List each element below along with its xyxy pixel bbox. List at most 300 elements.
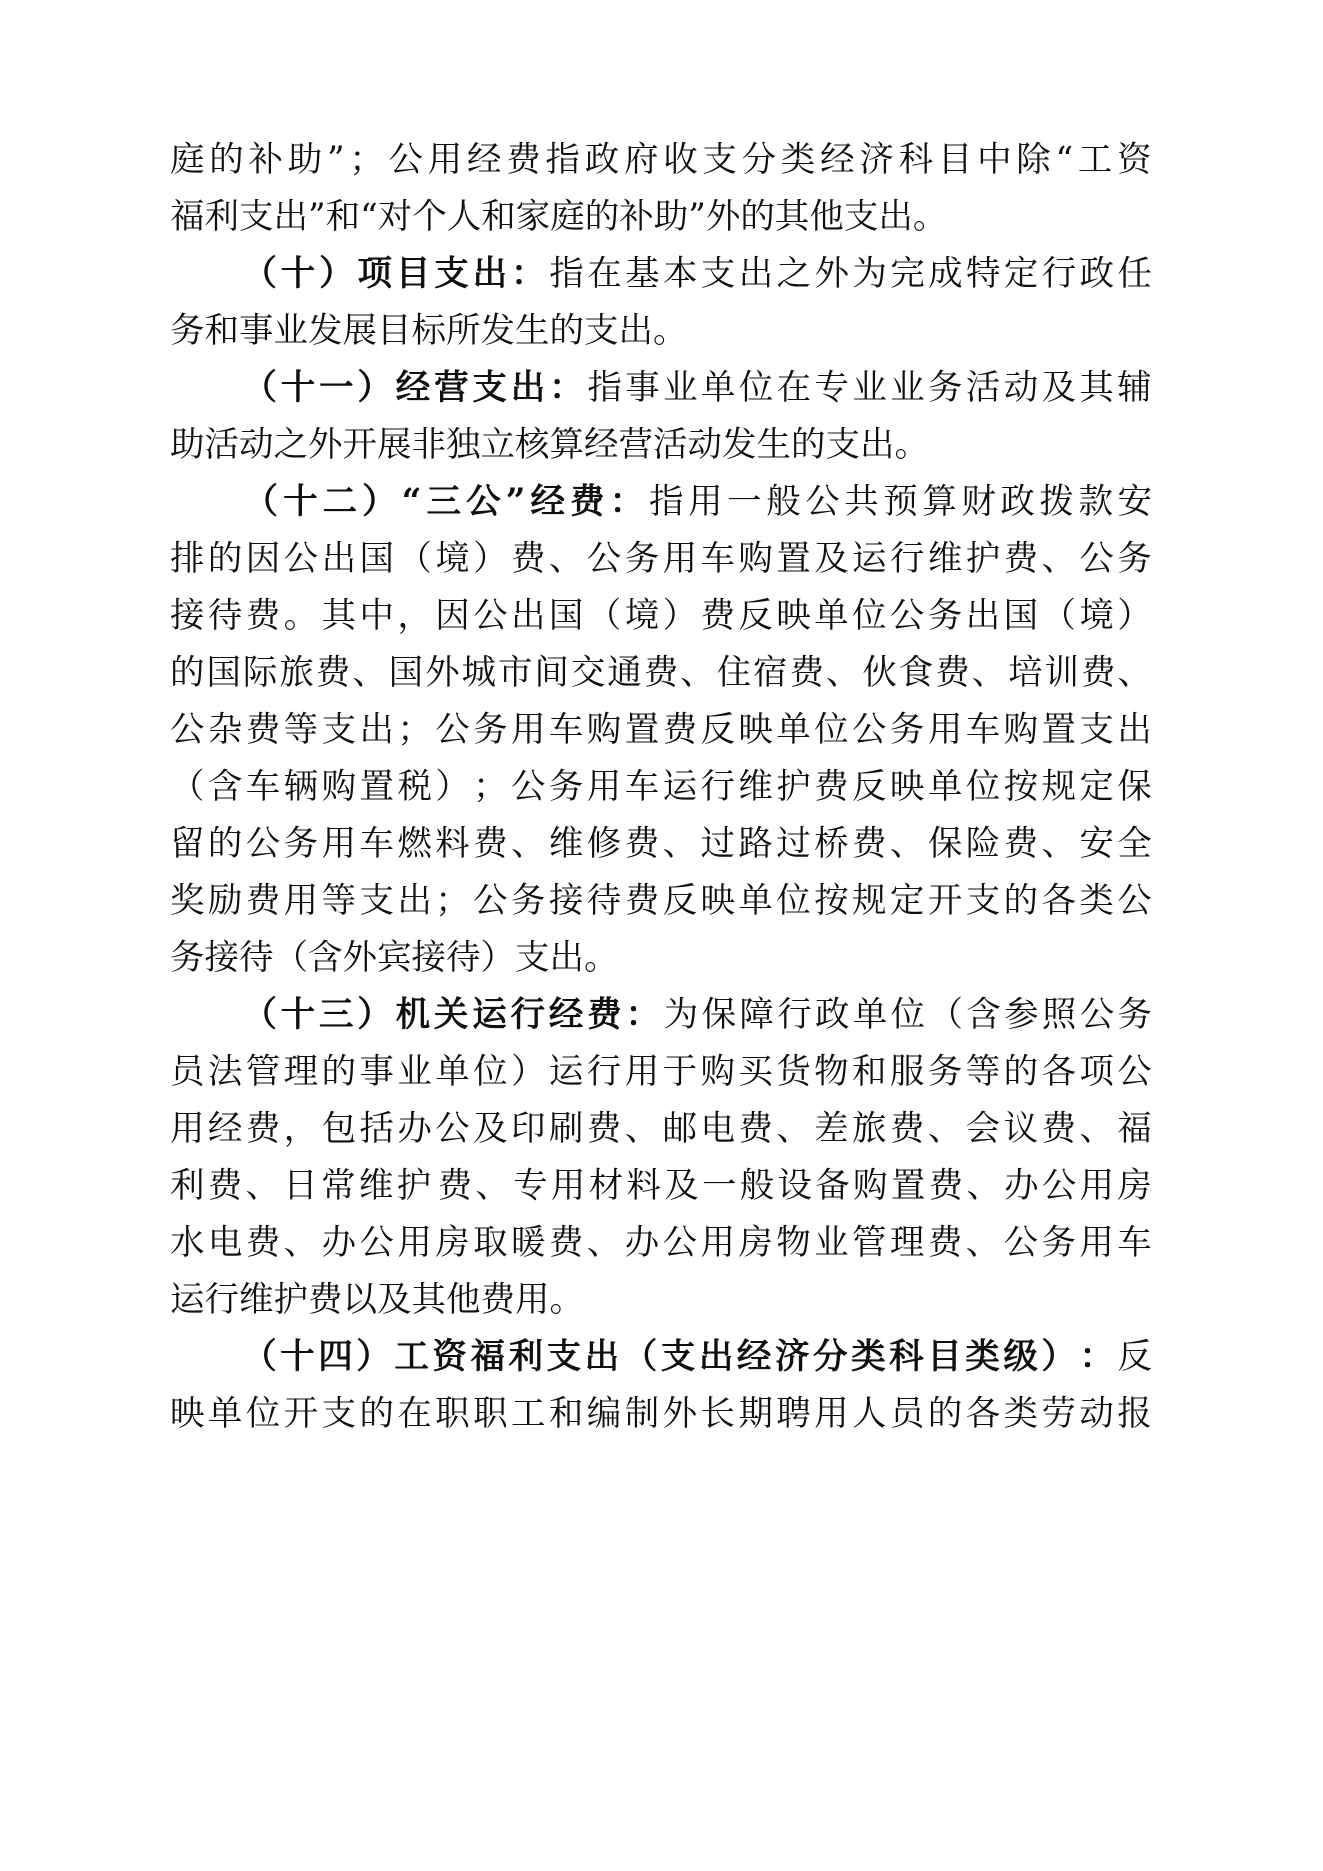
body-char: 费 [889,1109,925,1149]
body-char: 、 [971,653,1007,693]
body-char: 费 [852,824,887,864]
body-char: 管 [245,1052,281,1092]
body-char: ， [283,1109,319,1149]
body-char: 用 [688,482,723,522]
body-char: 基 [625,254,660,294]
heading-char: 十 [280,1337,316,1377]
body-char: 支 [965,881,1001,921]
body-char: 财 [961,482,996,522]
body-char: 公 [359,1223,394,1263]
body-char: 劳 [1041,1394,1076,1434]
body-char: 市 [497,653,533,693]
text-line [170,474,1152,531]
body-char: 国 [359,539,394,579]
heading-char: （ [242,254,278,294]
body-char: 务 [1041,1223,1076,1263]
heading-char: 项 [357,254,393,294]
body-char: 和 [852,1052,887,1092]
body-char: 用 [624,1052,660,1092]
body-char: 分 [741,140,777,180]
heading-char: 费 [570,482,606,522]
body-char: 算 [922,482,957,522]
heading-char: ： [609,482,645,522]
body-char: 成 [928,254,963,294]
body-char: 于 [662,1052,698,1092]
body-char: 境 [435,539,470,579]
body-char: 费 [789,653,824,693]
body-char: 指 [649,482,684,522]
body-char: 单 [738,881,773,921]
body-char: ， [397,596,432,636]
heading-char: 类 [965,1337,1001,1377]
body-char: 设 [777,1166,813,1206]
body-char: 置 [1041,710,1076,750]
heading-char: 分 [813,1337,848,1377]
body-char: 购 [321,767,357,807]
heading-char: 三 [318,995,354,1035]
heading-char: 目 [927,1337,963,1377]
first-line-indent [170,1329,239,1386]
heading-char: 济 [774,1337,810,1377]
body-char: 福 [1117,1109,1152,1149]
body-char: 反 [852,767,887,807]
body-char: 期 [738,1394,773,1434]
body-char: 务 [889,710,925,750]
body-char: 费 [814,767,849,807]
body-char: 车 [359,824,394,864]
body-char: 在 [776,368,812,408]
paragraph [170,474,1152,987]
body-char: 单 [927,767,963,807]
body-char: 长 [700,1394,735,1434]
first-line-indent [170,360,239,417]
body-char: 为 [852,254,887,294]
body-char: 及 [814,539,849,579]
body-char: 支 [321,710,357,750]
body-char: 务 [548,767,584,807]
body-char: 务 [927,1052,963,1092]
text-line [170,987,1152,1044]
body-char: 置 [359,767,394,807]
body-run: 运行维护费以及其他费用。 [170,1280,584,1320]
heading-char: 支 [472,368,508,408]
body-char: 暖 [511,1223,546,1263]
body-char: 杂 [207,710,243,750]
text-line [170,132,1152,189]
body-char: 职 [473,1394,508,1434]
body-char: 、 [662,824,698,864]
heading-char: （ [622,1337,658,1377]
text-line [170,246,1152,303]
body-char: 指 [545,140,580,180]
body-char: 日 [283,1166,318,1206]
body-char: 桥 [814,824,849,864]
body-char: 聘 [776,1394,811,1434]
body-char: 助 [287,140,323,180]
body-char: 排 [170,539,205,579]
body-char: 公 [1041,1166,1077,1206]
body-char: 其 [1079,368,1114,408]
body-char: （ [397,539,432,579]
body-char: 员 [170,1052,205,1092]
body-char: 公 [283,539,319,579]
body-char: 及 [664,1166,699,1206]
body-char: 政 [815,995,850,1035]
heading-char: 支 [660,1337,696,1377]
body-char: 任 [1117,254,1152,294]
heading-char: 三 [426,482,462,522]
body-char: 、 [1041,539,1076,579]
body-char: 各 [1041,1052,1076,1092]
body-char: 车 [965,710,1001,750]
body-char: 位 [473,1052,508,1092]
body-char: 职 [435,1394,470,1434]
body-char: 规 [852,881,887,921]
heading-char: 支 [546,1337,582,1377]
body-char: 行 [889,539,925,579]
heading-char: 科 [889,1337,925,1377]
body-char: 务 [1117,539,1152,579]
body-char: 用 [927,710,963,750]
body-char: 各 [965,1394,1001,1434]
body-char: 出 [965,596,1001,636]
body-char: 城 [461,653,496,693]
paragraph [170,1329,1152,1443]
body-char: 全 [1117,824,1152,864]
heading-char: 支 [434,254,470,294]
body-char: 用 [1079,1166,1115,1206]
body-char: ” [326,140,345,180]
document-text-block [170,132,1152,1443]
body-char: 补 [248,140,283,180]
body-char: 的 [170,653,205,693]
heading-char: 出 [472,254,508,294]
body-char: 经 [467,140,502,180]
body-char: 本 [663,254,698,294]
body-char: 公 [662,1223,698,1263]
body-char: 务 [283,824,319,864]
body-char: 含 [207,767,243,807]
body-char: 类 [780,140,816,180]
heading-char: 利 [508,1337,544,1377]
body-char: 用 [321,824,357,864]
body-char: 工 [1077,140,1113,180]
heading-char: （ [242,995,278,1035]
body-char: 旅 [279,653,314,693]
body-char: 购 [738,539,773,579]
body-char: 置 [890,1166,926,1206]
body-char: 位 [814,710,849,750]
body-char: 单 [814,596,849,636]
heading-char: ” [505,482,526,522]
body-char: 务 [1117,995,1152,1035]
body-char: 车 [245,767,281,807]
body-char: 务 [624,539,660,579]
heading-char: ） [319,254,355,294]
body-char: 费 [662,710,698,750]
first-line-indent [170,474,239,531]
body-char: 费 [624,881,660,921]
heading-char: 十 [280,995,316,1035]
body-char: 出 [359,710,394,750]
body-char: 费 [700,596,735,636]
body-char: 、 [1079,1109,1114,1149]
heading-char: ） [1041,1337,1077,1377]
body-char: 办 [321,1223,357,1263]
body-char: （ [170,767,205,807]
body-char: 员 [889,1394,925,1434]
body-char: 专 [814,368,849,408]
body-char: 物 [814,1052,849,1092]
body-char: 政 [1000,482,1035,522]
body-char: 行 [777,995,812,1035]
body-char: 公 [473,881,508,921]
body-char: 制 [624,1394,660,1434]
body-char: 公 [586,539,622,579]
heading-char: 类 [851,1337,887,1377]
body-char: 境 [624,596,660,636]
heading-char: 工 [394,1337,430,1377]
heading-char: “ [401,482,423,522]
body-char: 房 [435,1223,470,1263]
body-char: 公 [805,482,840,522]
body-char: 包 [321,1109,357,1149]
heading-char: 关 [433,995,469,1035]
body-char: ） [1117,596,1152,636]
body-char: 运 [662,767,698,807]
body-char: 训 [1044,653,1079,693]
body-char: 等 [283,710,319,750]
body-char: 买 [738,1052,773,1092]
text-line [170,1329,1152,1386]
body-char: 工 [511,1394,546,1434]
body-char: 费 [207,1166,243,1206]
body-char: 刷 [548,1109,584,1149]
body-char: 位 [776,881,811,921]
text-line [170,1044,1152,1101]
body-char: （ [1041,596,1076,636]
body-char: 用 [397,1223,432,1263]
body-char: 国 [548,596,584,636]
body-char: 议 [1003,1109,1039,1149]
body-char: 般 [766,482,801,522]
body-char: 务 [511,881,546,921]
body-char: 及 [1041,368,1077,408]
body-char: 费 [511,539,546,579]
text-line [170,588,1152,645]
body-char: 业 [814,1223,849,1263]
first-line-indent [170,987,239,1044]
body-char: 除 [1016,140,1051,180]
body-char: 按 [1003,767,1039,807]
body-char: 维 [548,824,584,864]
body-char: 在 [587,254,622,294]
body-char: 动 [1079,1394,1114,1434]
body-char: 费 [548,1223,584,1263]
body-char: 险 [965,824,1001,864]
body-char: 及 [473,1109,508,1149]
body-char: 取 [473,1223,508,1263]
body-char: ； [473,767,508,807]
body-char: 公 [1117,881,1152,921]
body-char: 车 [700,539,735,579]
body-char: 外 [662,1394,698,1434]
body-char: 支 [321,1394,357,1434]
body-char: 单 [776,710,811,750]
body-char: 收 [663,140,698,180]
body-char: 的 [321,1052,357,1092]
body-char: 位 [852,596,887,636]
body-char: 辆 [283,767,319,807]
body-char: 编 [586,1394,622,1434]
body-run: 务和事业发展目标所发生的支出。 [170,311,688,351]
body-char: 反 [700,710,735,750]
body-char: 房 [738,1223,773,1263]
body-char: 出 [1117,710,1152,750]
body-char: 动 [1003,368,1039,408]
body-char: 在 [397,1394,432,1434]
body-char: 业 [852,368,887,408]
heading-char: 一 [319,368,355,408]
body-char: 预 [883,482,918,522]
body-char: 出 [321,539,357,579]
body-char: 材 [588,1166,624,1206]
body-char: 办 [624,1223,660,1263]
body-char: 宿 [753,653,788,693]
body-char: 的 [209,140,244,180]
body-char: 事 [625,368,660,408]
body-char: 公 [1003,1223,1039,1263]
body-char: 培 [1008,653,1043,693]
body-char: 单 [435,1052,470,1092]
body-char: 货 [776,1052,811,1092]
body-char: 反 [738,596,773,636]
body-char: 用 [700,1223,735,1263]
text-line [170,531,1152,588]
body-char: 维 [927,539,963,579]
body-char: 资 [1117,140,1152,180]
body-char: 含 [966,995,1001,1035]
body-char: 公 [245,824,281,864]
body-char: 旅 [852,1109,887,1149]
body-char: 用 [283,881,319,921]
body-char: （ [586,596,622,636]
body-char: 办 [1004,1166,1039,1206]
body-char: 费 [1041,1109,1076,1149]
text-line [170,1101,1152,1158]
body-char: 位 [738,368,774,408]
paragraph [170,132,1152,246]
body-char: 共 [844,482,879,522]
body-char: 等 [965,1052,1001,1092]
body-char: 一 [701,1166,737,1206]
body-char: 等 [321,881,357,921]
body-char: 置 [624,710,660,750]
text-line [170,645,1152,702]
body-char: 类 [1003,1394,1039,1434]
body-char: 管 [852,1223,887,1263]
heading-char: 费 [587,995,623,1035]
heading-char: 出 [698,1337,734,1377]
body-char: 的 [359,1394,394,1434]
body-char: ； [349,140,384,180]
body-char: 府 [623,140,659,180]
body-char: 和 [548,1394,584,1434]
body-char: 务 [473,710,508,750]
body-char: 费 [245,1109,281,1149]
body-char: 购 [700,1052,735,1092]
heading-char: 十 [283,482,319,522]
body-char: 之 [776,254,812,294]
body-char: 行 [700,767,735,807]
body-char: 公 [1079,539,1114,579]
body-char: 、 [1117,653,1152,693]
body-char: 际 [242,653,278,693]
body-char: 映 [889,767,925,807]
body-char: 费 [586,1109,622,1149]
body-char: 国 [206,653,241,693]
body-char: 的 [1003,881,1039,921]
body-char: 服 [889,1052,925,1092]
body-char: 费 [927,1223,963,1263]
heading-char: ： [511,254,546,294]
body-char: 费 [506,140,541,180]
body-char: 支 [702,140,737,180]
paragraph [170,987,1152,1329]
body-char: 公 [1079,995,1115,1035]
body-char: 理 [283,1052,319,1092]
body-char: 规 [1041,767,1076,807]
body-char: 理 [889,1223,925,1263]
body-char: 费 [473,824,508,864]
body-char: 保 [1117,767,1152,807]
body-char: 费 [643,653,679,693]
heading-char: 目 [395,254,431,294]
heading-char: 公 [466,482,502,522]
body-char: 用 [662,539,698,579]
body-char: 类 [1079,881,1114,921]
body-char: 费 [624,824,660,864]
heading-char: 级 [1003,1337,1039,1377]
body-char: 奖 [170,881,205,921]
text-line [170,930,1152,987]
body-char: 费 [245,881,281,921]
paragraph [170,246,1152,360]
body-char: 国 [388,653,424,693]
body-char: 护 [965,539,1001,579]
body-char: 经 [207,1109,243,1149]
body-char: 会 [965,1109,1001,1149]
heading-char: ） [356,1337,392,1377]
body-char: 单 [207,1394,243,1434]
body-char: 间 [534,653,569,693]
body-char: 指 [549,254,584,294]
body-char: 拨 [1039,482,1074,522]
body-char: 事 [359,1052,394,1092]
body-char: 定 [889,881,925,921]
body-char: 住 [716,653,752,693]
body-char: 境 [1079,596,1114,636]
body-char: 外 [425,653,460,693]
body-char: 映 [170,1394,205,1434]
body-char: 出 [397,881,432,921]
body-char: 料 [626,1166,661,1206]
body-char: 电 [700,1109,735,1149]
body-char: 车 [1117,1223,1152,1263]
heading-char: 经 [395,368,431,408]
body-char: 保 [927,824,963,864]
body-char: 护 [776,767,811,807]
